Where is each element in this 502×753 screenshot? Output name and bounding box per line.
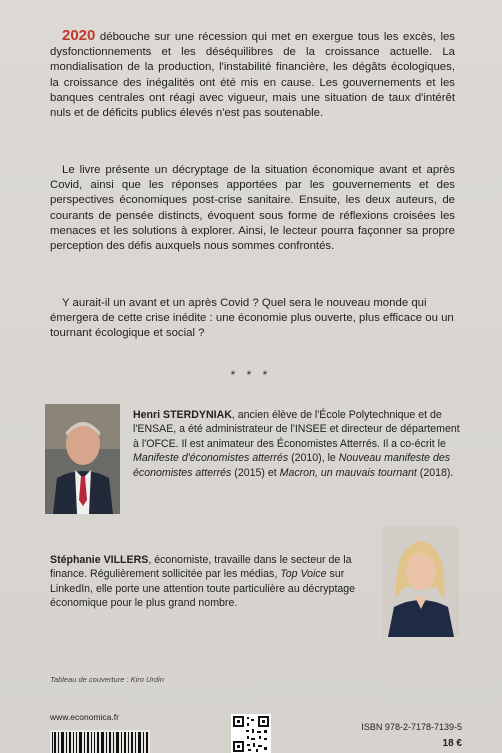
- author1-bio: Henri STERDYNIAK, ancien élève de l'École Polytechnique et de l'ENSAE, a été administrateur de l'INSEE et directeur de département à l'OFCE. Il est animateur des Économistes Atterrés. Il a co-écrit le Manifeste d'économistes atterrés (2010), le Nouveau manifeste des économistes atterrés (2015) et Macron, un mauvais tournant (2018).: [133, 409, 460, 479]
- book-title: Nouveau manifeste des économistes atterrés: [133, 452, 451, 479]
- cover-credit: Tableau de couverture : Kiro Urdin: [50, 675, 164, 684]
- book-title: Macron, un mauvais tournant: [279, 466, 417, 479]
- summary-paragraph: Le livre présente un décryptage de la situation économique avant et après Covid, ainsi que les réponses apportées par les gouvernements et des perspectives économiques post-crise sanitaire. Ensuite, les deux auteurs, de courants de pensée distincts, évoquent sous forme de réflexions croisées les menaces et les solutions à explorer. Ainsi, le lecteur pourra façonner sa propre perception des défis auxquels nous sommes confrontés.: [50, 164, 455, 253]
- author1-photo: [45, 404, 120, 514]
- intro-text: débouche sur une récession qui met en exergue tous les excès, les dysfonctionnements et les déséquilibres de la croissance actuelle. La mondialisation de la production, l'instabilité financière, les dégâts écologiques, la croissance des inégalités ont été mis en cause. Les gouvernements et les banques centrales ont réagi avec vigueur, mais une situation de taux d'intérêt nuls et de déficits publics élevés n'est pas soutenable.: [50, 31, 455, 120]
- separator: * * *: [230, 368, 272, 382]
- intro-paragraph: [50, 28, 455, 121]
- barcode: [50, 730, 150, 753]
- book-title: Manifeste d'économistes atterrés: [133, 452, 289, 465]
- author2-photo: [382, 527, 459, 637]
- isbn: ISBN 978-2-7178-7139-5: [361, 722, 462, 732]
- price: 18 €: [442, 738, 462, 749]
- author1-name: Henri STERDYNIAK: [133, 409, 232, 421]
- author2-bio: Stéphanie VILLERS, économiste, travaille dans le secteur de la finance. Régulièrement sollicitée par les médias, Top Voice sur LinkedIn, elle porte une attention toute particulière au décryptage économique pour le plus grand nombre.: [50, 554, 356, 610]
- intro-year: 2020: [62, 27, 96, 44]
- author2-name: Stéphanie VILLERS: [50, 554, 149, 566]
- media-title: Top Voice: [280, 568, 327, 581]
- qr-code[interactable]: [231, 714, 271, 753]
- question-paragraph: Y aurait-il un avant et un après Covid ? Quel sera le nouveau monde qui émergera de cette crise inédite : une économie plus ouverte, plus efficace ou un tournant écologique et social ?: [50, 297, 454, 340]
- publisher-website: www.economica.fr: [50, 712, 119, 722]
